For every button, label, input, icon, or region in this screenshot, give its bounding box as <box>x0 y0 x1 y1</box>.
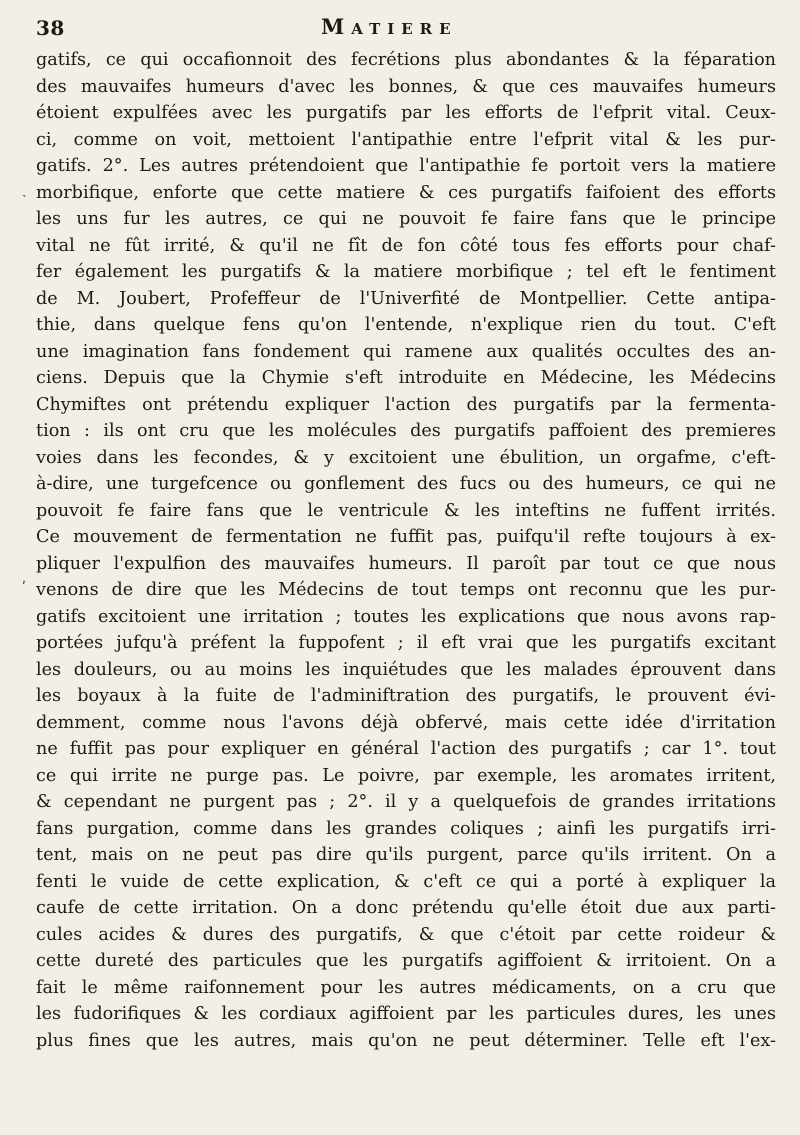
text-line: & cependant ne purgent pas ; 2°. il y a quelquefois de grandes irritations <box>36 792 776 812</box>
text-line: tion : ils ont cru que les molécules des purgatifs paffoient des premieres <box>36 421 776 441</box>
text-line: demment, comme nous l'avons déjà obfervé, mais cette idée d'irritation <box>36 712 776 733</box>
text-line: fenti le vuide de cette explication, & c'eft ce qui a porté à expliquer la <box>36 871 776 892</box>
text-line: les uns fur les autres, ce qui ne pouvoit fe faire fans que le principe <box>36 209 776 229</box>
text-line: de M. Joubert, Profeffeur de l'Univerfité de Montpellier. Cette antipa- <box>36 288 776 309</box>
text-line: gatifs. 2°. Les autres prétendoient que l'antipathie fe portoit vers la matiere <box>36 156 776 176</box>
text-line: fer également les purgatifs & la matiere morbifique ; tel eft le fentiment <box>36 262 776 282</box>
text-line: cules acides & dures des purgatifs, & que c'étoit par cette roideur & <box>36 924 776 945</box>
text-line: gatifs, ce qui occafionnoit des fecrétions plus abondantes & la féparation <box>36 50 776 70</box>
page-header <box>36 14 756 44</box>
text-line: étoient expulfées avec les purgatifs par les efforts de l'efprit vital. Ceux- <box>36 103 776 123</box>
text-line: ce qui irrite ne purge pas. Le poivre, par exemple, les aromates irritent, <box>36 765 776 786</box>
running-head: Matiere <box>321 14 458 39</box>
text-line: fans purgation, comme dans les grandes coliques ; ainfi les purgatifs irri- <box>36 818 776 839</box>
page-number: 38 <box>36 16 65 40</box>
text-line: plus fines que les autres, mais qu'on ne peut déterminer. Telle eft l'ex- <box>36 1030 776 1051</box>
text-line: à-dire, une turgefcence ou gonflement des fucs ou des humeurs, ce qui ne <box>36 474 776 494</box>
text-line: cette dureté des particules que les purgatifs agiffoient & irritoient. On a <box>36 951 776 971</box>
text-line: caufe de cette irritation. On a donc prétendu qu'elle étoit due aux parti- <box>36 898 776 918</box>
text-line: gatifs excitoient une irritation ; toutes les explications que nous avons rap- <box>36 606 776 627</box>
text-line: une imagination fans fondement qui ramene aux qualités occultes des an- <box>36 341 776 362</box>
text-line: morbifique, enforte que cette matiere & ces purgatifs faifoient des efforts <box>36 182 776 203</box>
margin-mark: ˏ <box>22 182 27 198</box>
text-line: portées jufqu'à préfent la fuppofent ; il eft vrai que les purgatifs excitant <box>36 633 776 653</box>
text-line: voies dans les fecondes, & y excitoient une ébulition, un orgafme, c'eft- <box>36 447 776 468</box>
text-line: ci, comme on voit, mettoient l'antipathie entre l'efprit vital & les pur- <box>36 129 776 150</box>
margin-mark: ʹ <box>22 580 26 596</box>
text-line: pliquer l'expulfion des mauvaifes humeurs. Il paroît par tout ce que nous <box>36 553 776 574</box>
body-text <box>36 47 776 1054</box>
text-line: vital ne fût irrité, & qu'il ne fît de fon côté tous fes efforts pour chaf- <box>36 235 776 256</box>
text-line: venons de dire que les Médecins de tout temps ont reconnu que les pur- <box>36 580 776 600</box>
text-line: Chymiftes ont prétendu expliquer l'action des purgatifs par la fermenta- <box>36 394 776 415</box>
text-line: les fudorifiques & les cordiaux agiffoient par les particules dures, les unes <box>36 1004 776 1024</box>
text-line: fait le même raifonnement pour les autres médicaments, on a cru que <box>36 977 776 998</box>
text-line: tent, mais on ne peut pas dire qu'ils purgent, parce qu'ils irritent. On a <box>36 845 776 865</box>
text-line: thie, dans quelque fens qu'on l'entende, n'explique rien du tout. C'eft <box>36 315 776 335</box>
text-line: ciens. Depuis que la Chymie s'eft introduite en Médecine, les Médecins <box>36 368 776 388</box>
text-line: pouvoit fe faire fans que le ventricule & les inteftins ne fuffent irrités. <box>36 500 776 521</box>
text-line: ne fuffit pas pour expliquer en général l'action des purgatifs ; car 1°. tout <box>36 739 776 759</box>
text-line: les boyaux à la fuite de l'adminiftration des purgatifs, le prouvent évi- <box>36 686 776 706</box>
text-line: des mauvaifes humeurs d'avec les bonnes, & que ces mauvaifes humeurs <box>36 76 776 97</box>
text-line: les douleurs, ou au moins les inquiétudes que les malades éprouvent dans <box>36 659 776 680</box>
text-line: Ce mouvement de fermentation ne fuffit pas, puifqu'il refte toujours à ex- <box>36 527 776 547</box>
